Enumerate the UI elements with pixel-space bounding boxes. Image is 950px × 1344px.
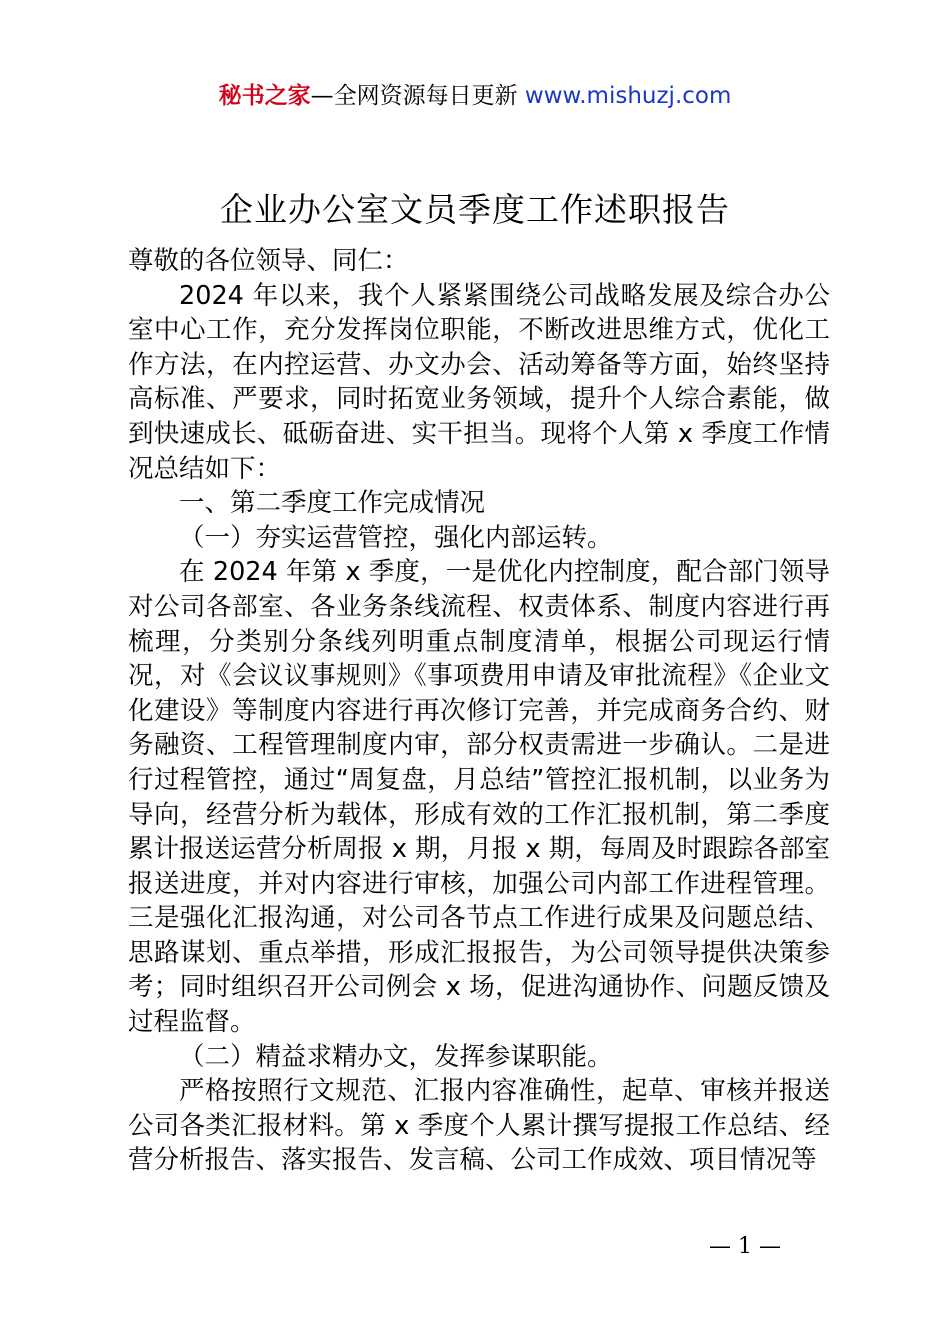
site-name: 秘书之家 — [218, 83, 311, 109]
intro-paragraph: 2024 年以来，我个人紧紧围绕公司战略发展及综合办公室中心工作，充分发挥岗位职能，不断改进思维方式，优化工作方法，在内控运营、办文办会、活动筹备等方面，始终坚持高标准、严要求，同时拓宽业务领域，提升个人综合素能，做到快速成长、砥砺奋进、实干担当。现将个人第 x 季度工作情况总结如下： — [128, 280, 830, 484]
site-header — [0, 80, 950, 112]
subsection-heading: （一）夯实运营管控，强化内部运转。 — [179, 522, 613, 553]
salutation: 尊敬的各位领导、同仁： — [128, 246, 409, 276]
document-title: 企业办公室文员季度工作述职报告 — [220, 190, 730, 229]
body-paragraph: 在 2024 年第 x 季度，一是优化内控制度，配合部门领导对公司各部室、各业务条线流程、权责体系、制度内容进行再梳理，分类别分条线列明重点制度清单，根据公司现运行情况，对《会议议事规则》《事项费用申请及审批流程》《企业文化建设》等制度内容进行再次修订完善，并完成商务合约、财务融资、工程管理制度内审，部分权责需进一步确认。二是进行过程管控，通过“周复盘，月总结”管控汇报机制，以业务为导向，经营分析为载体，形成有效的工作汇报机制，第二季度累计报送运营分析周报 x 期，月报 x 期，每周及时跟踪各部室报送进度，并对内容进行审核，加强公司内部工作进程管理。三是强化汇报沟通，对公司各节点工作进行成果及问题总结、思路谋划、重点举措，形成汇报报告，为公司领导提供决策参考；同时组织召开公司例会 x 场，促进沟通协作、问题反馈及过程监督。 — [128, 557, 830, 1038]
section-heading: 一、第二季度工作完成情况 — [179, 488, 486, 519]
body-paragraph: 严格按照行文规范、汇报内容准确性，起草、审核并报送公司各类汇报材料。第 x 季度个人累计撰写提报工作总结、经营分析报告、落实报告、发言稿、公司工作成效、项目情况等 — [128, 1076, 830, 1176]
document-body — [128, 244, 830, 1178]
subsection-heading: （二）精益求精办文，发挥参谋职能。 — [179, 1041, 613, 1072]
page-number: — 1 — — [709, 1234, 781, 1259]
site-slogan: —全网资源每日更新 — [310, 83, 518, 109]
site-url-link[interactable]: www.mishuzj.com — [524, 83, 732, 109]
